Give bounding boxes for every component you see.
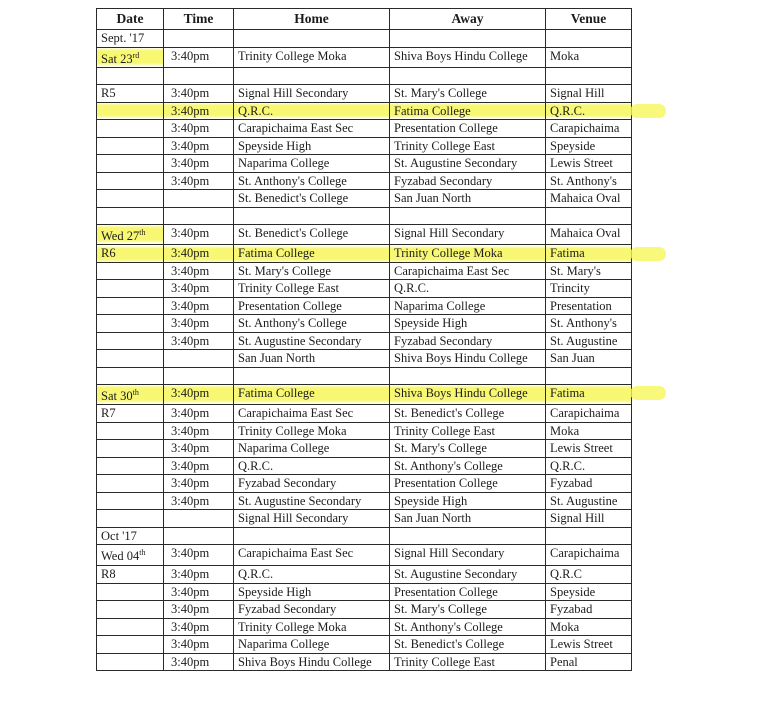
cell-venue: Speyside [546, 137, 632, 155]
cell-date [97, 332, 164, 350]
cell-time: 3:40pm [164, 120, 234, 138]
cell-date [97, 583, 164, 601]
fixture-rows [97, 30, 632, 671]
cell-away: Speyside High [390, 492, 546, 510]
cell-time: 3:40pm [164, 440, 234, 458]
table-row [97, 653, 632, 671]
empty-cell [234, 207, 390, 224]
cell-date [97, 440, 164, 458]
cell-home: St. Anthony's College [234, 172, 390, 190]
table-row [97, 190, 632, 208]
cell-away: St. Benedict's College [390, 636, 546, 654]
cell-time: 3:40pm [164, 601, 234, 619]
cell-away: Naparima College [390, 297, 546, 315]
cell-time: 3:40pm [164, 545, 234, 566]
cell-time [164, 350, 234, 368]
fixture-table [96, 8, 632, 671]
cell-away: Carapichaima East Sec [390, 262, 546, 280]
cell-away: Shiva Boys Hindu College [390, 47, 546, 68]
table-row [97, 280, 632, 298]
cell-venue: Carapichaima [546, 545, 632, 566]
empty-cell [97, 367, 164, 384]
cell-home: Naparima College [234, 155, 390, 173]
cell-away [390, 30, 546, 48]
cell-away: St. Mary's College [390, 85, 546, 103]
cell-away: Q.R.C. [390, 280, 546, 298]
empty-cell [97, 68, 164, 85]
cell-date: Sat 30th [97, 384, 164, 405]
ordinal-suffix: rd [132, 50, 140, 60]
cell-date [97, 172, 164, 190]
cell-away: Fyzabad Secondary [390, 332, 546, 350]
cell-venue: San Juan [546, 350, 632, 368]
table-row [97, 262, 632, 280]
cell-time: 3:40pm [164, 332, 234, 350]
cell-home: Q.R.C. [234, 102, 390, 120]
header-venue: Venue [546, 9, 632, 30]
cell-home [234, 527, 390, 545]
cell-date: R7 [97, 405, 164, 423]
highlighter-mark [630, 104, 666, 118]
cell-home: Speyside High [234, 137, 390, 155]
cell-away: Trinity College Moka [390, 245, 546, 263]
cell-away: Signal Hill Secondary [390, 545, 546, 566]
cell-date [97, 653, 164, 671]
cell-away: Speyside High [390, 315, 546, 333]
table-row [97, 457, 632, 475]
cell-away: St. Anthony's College [390, 618, 546, 636]
cell-time: 3:40pm [164, 475, 234, 493]
cell-away: Trinity College East [390, 137, 546, 155]
table-row [97, 155, 632, 173]
cell-date [97, 190, 164, 208]
cell-away: Presentation College [390, 475, 546, 493]
cell-away: St. Mary's College [390, 440, 546, 458]
cell-venue: Mahaica Oval [546, 224, 632, 245]
cell-date [97, 422, 164, 440]
empty-cell [546, 367, 632, 384]
cell-venue: Q.R.C. [546, 457, 632, 475]
cell-home: Carapichaima East Sec [234, 405, 390, 423]
cell-venue: St. Anthony's [546, 172, 632, 190]
cell-date: Wed 27th [97, 224, 164, 245]
table-row [97, 405, 632, 423]
cell-time: 3:40pm [164, 492, 234, 510]
cell-venue: Fyzabad [546, 475, 632, 493]
spacer-row [97, 367, 632, 384]
cell-home: Trinity College Moka [234, 618, 390, 636]
cell-away: Signal Hill Secondary [390, 224, 546, 245]
cell-time: 3:40pm [164, 262, 234, 280]
cell-date: Oct '17 [97, 527, 164, 545]
cell-time: 3:40pm [164, 47, 234, 68]
cell-time: 3:40pm [164, 566, 234, 584]
spacer-row [97, 68, 632, 85]
cell-time: 3:40pm [164, 422, 234, 440]
cell-home: Q.R.C. [234, 457, 390, 475]
cell-date [97, 601, 164, 619]
cell-away: Fyzabad Secondary [390, 172, 546, 190]
cell-home: St. Augustine Secondary [234, 332, 390, 350]
cell-date [97, 120, 164, 138]
cell-away: Fatima College [390, 102, 546, 120]
cell-date: R5 [97, 85, 164, 103]
cell-home: Trinity College Moka [234, 422, 390, 440]
header-away: Away [390, 9, 546, 30]
empty-cell [97, 207, 164, 224]
cell-date [97, 155, 164, 173]
cell-home: Carapichaima East Sec [234, 545, 390, 566]
cell-date [97, 262, 164, 280]
cell-venue: Fyzabad [546, 601, 632, 619]
cell-away: Presentation College [390, 583, 546, 601]
cell-home: St. Augustine Secondary [234, 492, 390, 510]
cell-home: Trinity College Moka [234, 47, 390, 68]
cell-away: St. Benedict's College [390, 405, 546, 423]
table-row [97, 350, 632, 368]
empty-cell [546, 207, 632, 224]
cell-venue: St. Augustine [546, 492, 632, 510]
table-row [97, 332, 632, 350]
cell-home: Presentation College [234, 297, 390, 315]
cell-time: 3:40pm [164, 85, 234, 103]
cell-away: Presentation College [390, 120, 546, 138]
cell-time: 3:40pm [164, 280, 234, 298]
cell-home: Naparima College [234, 440, 390, 458]
cell-time [164, 510, 234, 528]
cell-away: St. Mary's College [390, 601, 546, 619]
cell-home: Carapichaima East Sec [234, 120, 390, 138]
cell-time: 3:40pm [164, 172, 234, 190]
cell-home: St. Benedict's College [234, 190, 390, 208]
cell-home [234, 30, 390, 48]
empty-cell [390, 68, 546, 85]
table-row [97, 245, 632, 263]
cell-time: 3:40pm [164, 653, 234, 671]
table-row [97, 601, 632, 619]
table-row [97, 137, 632, 155]
table-row [97, 422, 632, 440]
cell-venue: Fatima [546, 384, 632, 405]
table-row [97, 85, 632, 103]
cell-date [97, 280, 164, 298]
cell-venue: St. Augustine [546, 332, 632, 350]
cell-date [97, 315, 164, 333]
cell-away: San Juan North [390, 510, 546, 528]
cell-date [97, 137, 164, 155]
cell-venue: Moka [546, 422, 632, 440]
cell-home: Trinity College East [234, 280, 390, 298]
cell-time: 3:40pm [164, 102, 234, 120]
table-row [97, 545, 632, 566]
cell-date [97, 102, 164, 120]
table-row [97, 618, 632, 636]
spacer-row [97, 207, 632, 224]
cell-away: St. Anthony's College [390, 457, 546, 475]
cell-venue: Q.R.C. [546, 102, 632, 120]
cell-time: 3:40pm [164, 297, 234, 315]
cell-venue: Carapichaima [546, 405, 632, 423]
cell-home: Q.R.C. [234, 566, 390, 584]
highlighter-mark [630, 386, 666, 400]
table-row [97, 583, 632, 601]
cell-home: Speyside High [234, 583, 390, 601]
cell-venue: Trincity [546, 280, 632, 298]
cell-time: 3:40pm [164, 384, 234, 405]
cell-venue [546, 527, 632, 545]
empty-cell [164, 367, 234, 384]
cell-time: 3:40pm [164, 315, 234, 333]
cell-time: 3:40pm [164, 618, 234, 636]
cell-venue: Q.R.C [546, 566, 632, 584]
ordinal-suffix: th [139, 227, 146, 237]
cell-date: R8 [97, 566, 164, 584]
table-row [97, 47, 632, 68]
cell-home: Fyzabad Secondary [234, 601, 390, 619]
cell-date: Wed 04th [97, 545, 164, 566]
highlighter-mark [630, 247, 666, 261]
cell-home: Naparima College [234, 636, 390, 654]
cell-date [97, 510, 164, 528]
cell-home: Fatima College [234, 245, 390, 263]
empty-cell [164, 207, 234, 224]
cell-home: Fatima College [234, 384, 390, 405]
cell-venue: Moka [546, 47, 632, 68]
cell-venue: Moka [546, 618, 632, 636]
header-row [97, 9, 632, 30]
ordinal-suffix: th [132, 387, 139, 397]
cell-date [97, 492, 164, 510]
table-row [97, 102, 632, 120]
table-row [97, 297, 632, 315]
cell-home: Signal Hill Secondary [234, 85, 390, 103]
cell-away: St. Augustine Secondary [390, 566, 546, 584]
empty-cell [390, 367, 546, 384]
cell-venue: Presentation [546, 297, 632, 315]
header-time: Time [164, 9, 234, 30]
table-row [97, 315, 632, 333]
cell-away: Trinity College East [390, 422, 546, 440]
cell-venue: Signal Hill [546, 510, 632, 528]
cell-date [97, 636, 164, 654]
table-row [97, 120, 632, 138]
cell-time: 3:40pm [164, 137, 234, 155]
cell-time [164, 30, 234, 48]
table-row [97, 30, 632, 48]
cell-away: San Juan North [390, 190, 546, 208]
cell-venue: Speyside [546, 583, 632, 601]
cell-time: 3:40pm [164, 583, 234, 601]
cell-date [97, 618, 164, 636]
cell-time: 3:40pm [164, 405, 234, 423]
cell-date: Sat 23rd [97, 47, 164, 68]
cell-venue: Lewis Street [546, 155, 632, 173]
cell-home: St. Anthony's College [234, 315, 390, 333]
cell-date: R6 [97, 245, 164, 263]
ordinal-suffix: th [139, 548, 146, 558]
cell-date [97, 475, 164, 493]
table-row [97, 527, 632, 545]
cell-away: Shiva Boys Hindu College [390, 384, 546, 405]
empty-cell [390, 207, 546, 224]
cell-venue: Carapichaima [546, 120, 632, 138]
header-home: Home [234, 9, 390, 30]
empty-cell [234, 68, 390, 85]
cell-time: 3:40pm [164, 155, 234, 173]
cell-time: 3:40pm [164, 245, 234, 263]
cell-away: St. Augustine Secondary [390, 155, 546, 173]
cell-venue [546, 30, 632, 48]
table-row [97, 224, 632, 245]
table-row [97, 172, 632, 190]
cell-venue: Lewis Street [546, 636, 632, 654]
cell-time [164, 190, 234, 208]
cell-home: Signal Hill Secondary [234, 510, 390, 528]
table-row [97, 566, 632, 584]
cell-venue: Fatima [546, 245, 632, 263]
cell-home: San Juan North [234, 350, 390, 368]
table-row [97, 475, 632, 493]
cell-date: Sept. '17 [97, 30, 164, 48]
empty-cell [546, 68, 632, 85]
table-row [97, 510, 632, 528]
cell-away [390, 527, 546, 545]
table-row [97, 384, 632, 405]
table-row [97, 440, 632, 458]
empty-cell [234, 367, 390, 384]
cell-date [97, 350, 164, 368]
cell-home: Shiva Boys Hindu College [234, 653, 390, 671]
empty-cell [164, 68, 234, 85]
cell-home: St. Mary's College [234, 262, 390, 280]
cell-time: 3:40pm [164, 224, 234, 245]
cell-date [97, 457, 164, 475]
cell-venue: Lewis Street [546, 440, 632, 458]
cell-venue: Signal Hill [546, 85, 632, 103]
cell-venue: Mahaica Oval [546, 190, 632, 208]
cell-time [164, 527, 234, 545]
cell-venue: Penal [546, 653, 632, 671]
cell-away: Shiva Boys Hindu College [390, 350, 546, 368]
table-row [97, 636, 632, 654]
cell-venue: St. Mary's [546, 262, 632, 280]
cell-venue: St. Anthony's [546, 315, 632, 333]
cell-home: Fyzabad Secondary [234, 475, 390, 493]
header-date: Date [97, 9, 164, 30]
cell-home: St. Benedict's College [234, 224, 390, 245]
cell-time: 3:40pm [164, 636, 234, 654]
cell-time: 3:40pm [164, 457, 234, 475]
table-row [97, 492, 632, 510]
cell-away: Trinity College East [390, 653, 546, 671]
cell-date [97, 297, 164, 315]
